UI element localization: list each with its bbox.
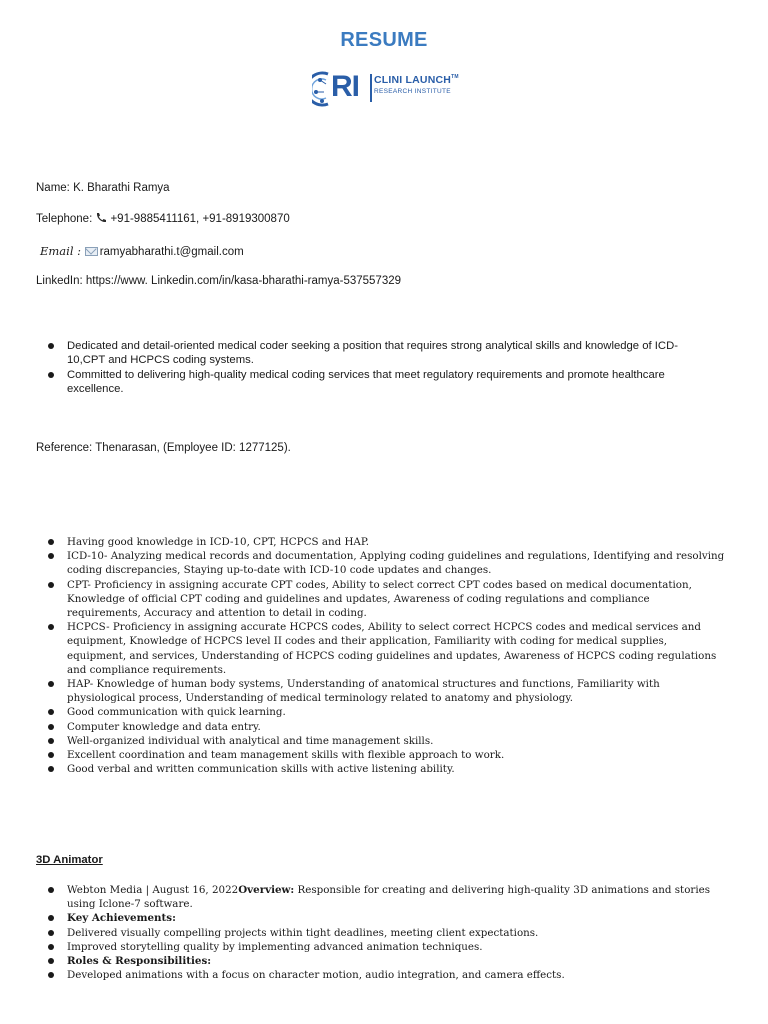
- list-item: [36, 968, 726, 982]
- skill-text: Well-organized individual with analytical and time management skills.: [67, 734, 434, 747]
- telephone-label: Telephone:: [36, 213, 96, 225]
- bullet-icon: [48, 582, 54, 588]
- linkedin-line[interactable]: LinkedIn: https://www. Linkedin.com/in/kasa-bharathi-ramya-537557329: [36, 275, 402, 287]
- skill-text: Excellent coordination and team management skills with flexible approach to work.: [67, 749, 505, 762]
- bullet-icon: [48, 958, 54, 964]
- logo-divider: [370, 74, 372, 102]
- logo-name: [374, 74, 459, 86]
- skill-text: Computer knowledge and data entry.: [67, 720, 261, 733]
- job-title-date: Webton Media | August 16, 2022: [67, 884, 239, 896]
- list-item: [36, 368, 716, 397]
- email-line: [40, 244, 244, 258]
- email-value[interactable]: ramyabharathi.t@gmail.com: [99, 246, 244, 258]
- key-achievements-label: Key Achievements:: [67, 912, 176, 925]
- achievement-text: Improved storytelling quality by implementing advanced animation techniques.: [67, 940, 483, 953]
- objective-text: Committed to delivering high-quality medical coding services that meet regulatory requirements and promote healthcare excellence.: [67, 368, 665, 395]
- skill-text: Good verbal and written communication skills with active listening ability.: [67, 763, 455, 776]
- name-line: Name: K. Bharathi Ramya: [36, 182, 170, 194]
- list-item: [36, 926, 726, 940]
- list-item: [36, 748, 726, 762]
- skill-text: CPT- Proficiency in assigning accurate CPT codes, Ability to select correct CPT codes based on medical documentation, Knowledge of official CPT coding and guidelines and updates, Awareness of coding regulations and compliance requirements, Accuracy and attention to detail in coding.: [67, 578, 692, 620]
- list-item: [36, 339, 716, 368]
- skill-text: Good communication with quick learning.: [67, 706, 286, 719]
- overview-label: Overview:: [238, 884, 295, 896]
- skill-text: HAP- Knowledge of human body systems, Understanding of anatomical structures and functions, Familiarity with physiological process, Understanding of medical terminology related to anatomy and physiology.: [67, 678, 660, 705]
- skill-text: Having good knowledge in ICD-10, CPT, HCPCS and HAP.: [67, 536, 369, 548]
- responsibility-text: Developed animations with a focus on character motion, audio integration, and camera effects.: [67, 969, 565, 982]
- list-item: [36, 578, 726, 621]
- email-label: Email :: [40, 244, 85, 258]
- list-item: [36, 954, 726, 968]
- bullet-icon: [48, 539, 54, 545]
- skill-text: HCPCS- Proficiency in assigning accurate HCPCS codes, Ability to select correct HCPCS codes and medical services and equipment, Knowledge of HCPCS level II codes and their application, Familiarity with coding for medical supplies, equipment, and services, Understanding of HCPCS coding guidelines and updates, Awareness of HCPCS coding regulations and compliance requirements.: [67, 621, 717, 676]
- bullet-icon: [48, 930, 54, 936]
- list-item: [36, 940, 726, 954]
- bullet-icon: [48, 972, 54, 978]
- bullet-icon: [48, 944, 54, 950]
- envelope-icon: [85, 247, 98, 256]
- page-title: RESUME: [340, 29, 428, 51]
- reference-line: Reference: Thenarasan, (Employee ID: 1277125).: [36, 442, 291, 454]
- telephone-line: [36, 212, 290, 225]
- list-item: [36, 720, 726, 734]
- bullet-icon: [48, 343, 54, 349]
- bullet-icon: [48, 553, 54, 559]
- achievement-text: Delivered visually compelling projects within tight deadlines, meeting client expectations.: [67, 926, 539, 939]
- telephone-value: +91-9885411161, +91-8919300870: [110, 213, 290, 225]
- bullet-icon: [48, 724, 54, 730]
- logo-trademark: TM: [451, 74, 459, 80]
- list-item: [36, 734, 726, 748]
- overview-text: Responsible for creating and delivering high-quality 3D animations and stories using Iclone-7 software.: [67, 884, 710, 911]
- list-item: [36, 535, 726, 549]
- list-item: [36, 705, 726, 719]
- bullet-icon: [48, 372, 54, 378]
- bullet-icon: [48, 766, 54, 772]
- list-item: [36, 677, 726, 705]
- skills-list: [36, 535, 726, 776]
- objective-list: [36, 339, 716, 396]
- bullet-icon: [48, 624, 54, 630]
- list-item: [36, 883, 726, 911]
- bullet-icon: [48, 709, 54, 715]
- experience-list: [36, 883, 726, 982]
- list-item: [36, 620, 726, 677]
- bullet-icon: [48, 752, 54, 758]
- logo-mark: [312, 68, 370, 110]
- logo-letters: RI: [331, 70, 359, 103]
- bullet-icon: [48, 738, 54, 744]
- list-item: [36, 762, 726, 776]
- objective-text: Dedicated and detail-oriented medical coder seeking a position that requires strong analytical skills and knowledge of ICD-10,CPT and HCPCS coding systems.: [67, 340, 678, 367]
- skill-text: ICD-10- Analyzing medical records and documentation, Applying coding guidelines and regulations, Identifying and resolving coding discrepancies, Staying up-to-date with ICD-10 code updates and changes.: [67, 550, 725, 577]
- section-heading-3d-animator: 3D Animator: [36, 854, 103, 866]
- logo-subtitle: RESEARCH INSTITUTE: [374, 88, 451, 95]
- list-item: [36, 911, 726, 925]
- bullet-icon: [48, 915, 54, 921]
- list-item: [36, 549, 726, 577]
- clini-launch-logo: [312, 68, 457, 110]
- bullet-icon: [48, 887, 54, 893]
- responsibilities-label: Roles & Responsibilities:: [67, 955, 212, 968]
- logo-name-text: CLINI LAUNCH: [374, 74, 452, 86]
- bullet-icon: [48, 681, 54, 687]
- phone-icon: [95, 212, 107, 223]
